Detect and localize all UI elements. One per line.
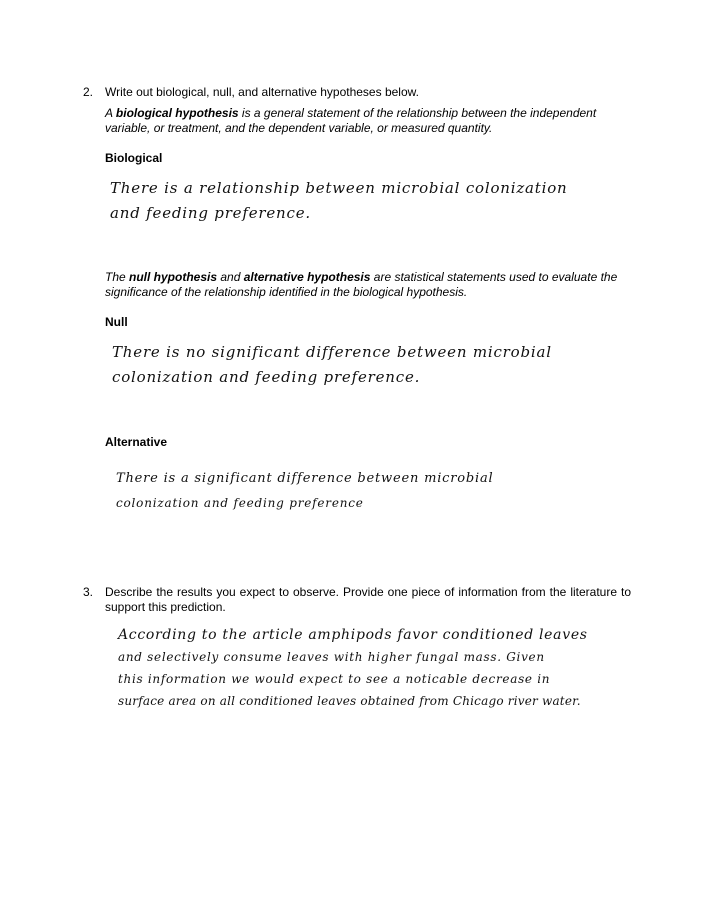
question-2-number: 2. xyxy=(83,85,94,99)
definition-term: biological hypothesis xyxy=(115,106,239,120)
question-3-number: 3. xyxy=(83,585,94,599)
statistical-hypothesis-definition xyxy=(105,270,635,300)
handwritten-line: According to the article amphipods favor conditioned leaves xyxy=(118,627,588,643)
definition-text: is a general statement of the relationship between the independent variable, or treatment, and the dependent variable, or measured quantity. xyxy=(105,106,597,135)
definition-text: are statistical statements used to evaluate the significance of the relationship identified in the biological hypothesis. xyxy=(105,270,618,299)
handwritten-line: and feeding preference. xyxy=(110,204,311,222)
question-3-prompt: Describe the results you expect to observe. Provide one piece of information from the literature to support this prediction. xyxy=(105,585,631,614)
null-label: Null xyxy=(105,315,128,329)
handwritten-line: colonization and feeding preference xyxy=(116,496,364,510)
alternative-label: Alternative xyxy=(105,435,168,449)
definition-text: The xyxy=(105,270,130,284)
definition-text: and xyxy=(217,270,244,284)
handwritten-line: There is a relationship between microbial colonization xyxy=(110,179,568,197)
handwritten-line: this information we would expect to see a noticable decrease in xyxy=(118,672,551,686)
handwritten-question-3-answer xyxy=(118,624,588,712)
handwritten-biological-answer xyxy=(110,176,568,226)
biological-hypothesis-definition xyxy=(105,106,635,136)
handwritten-line: There is a significant difference between microbial xyxy=(116,471,494,486)
question-2-prompt: Write out biological, null, and alternative hypotheses below. xyxy=(105,85,419,99)
definition-term: alternative hypothesis xyxy=(243,270,371,284)
handwritten-alternative-answer xyxy=(116,466,493,516)
handwritten-line: and selectively consume leaves with higher fungal mass. Given xyxy=(118,650,545,664)
handwritten-null-answer xyxy=(112,340,552,390)
handwritten-line: There is no significant difference between microbial xyxy=(112,343,552,361)
definition-text: A xyxy=(105,106,116,120)
handwritten-line: surface area on all conditioned leaves obtained from Chicago river water. xyxy=(118,694,581,708)
definition-term: null hypothesis xyxy=(129,270,218,284)
handwritten-line: colonization and feeding preference. xyxy=(112,368,421,386)
biological-label: Biological xyxy=(105,151,163,165)
